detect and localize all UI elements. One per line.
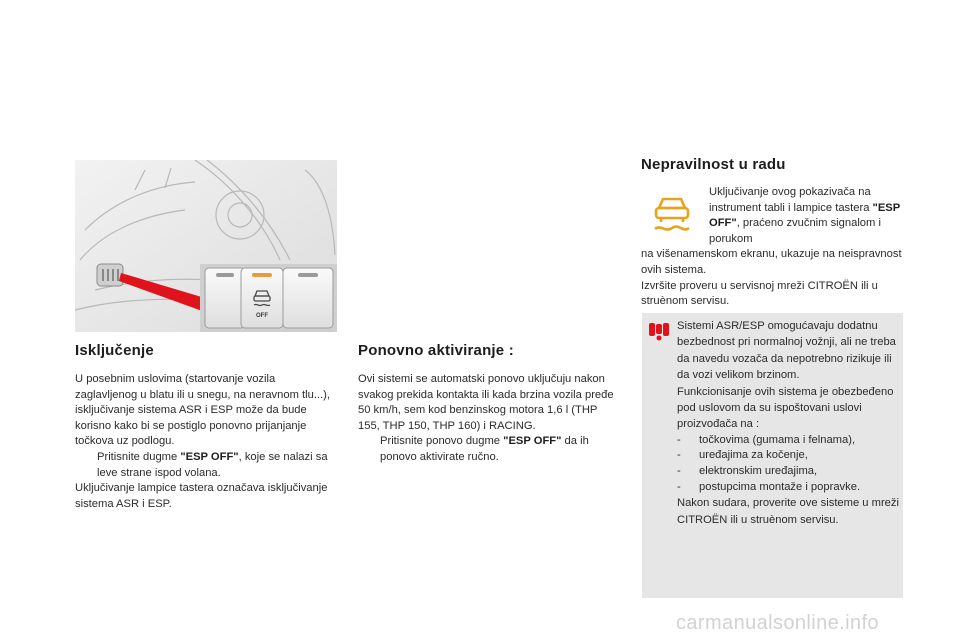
safety-note-after-collision: Nakon sudara, proverite ove sisteme u mreži CITROËN ili u struènom servisu. (677, 497, 899, 526)
reactivation-intro-text: Ovi sistemi se automatski ponovo uključuju nakon svakog prekida kontakta ili kada brzina vozila pređe 50 km/h, sem kod benzinskog motora 1,6 l (THP 155, THP 150, THP 160) i RACING. (358, 373, 614, 432)
malfunction-warning-text: Uključivanje ovog pokazivača na instrument tabli i lampice tastera "ESP OFF", praćeno zvučnim signalom i porukom (709, 186, 901, 245)
dashboard-drawing (75, 160, 337, 332)
section-title-reactivation: Ponovno aktiviranje : (358, 342, 514, 359)
section-title-malfunction: Nepravilnost u radu (641, 156, 786, 173)
disable-instruction: Pritisnite dugme "ESP OFF", koje se nalazi sa leve strane ispod volana. (75, 450, 340, 481)
malfunction-service-text: Izvršite proveru u servisnoj mreži CITROËN ili u struènom servisu. (641, 279, 878, 308)
section-malfunction (641, 156, 906, 310)
section-title-disable: Isključenje (75, 342, 154, 359)
malfunction-warning (641, 185, 906, 247)
safety-note-content (677, 318, 899, 528)
car-skid-warning-icon (643, 185, 701, 243)
list-item: - elektronskim uređajima, (677, 465, 818, 478)
esp-off-button-label: OFF (256, 313, 268, 319)
esp-off-button-name: "ESP OFF" (503, 435, 562, 448)
section-reactivation (358, 342, 618, 466)
section-disable (75, 342, 340, 512)
safety-note-conditions: Funkcionisanje ovih sistema je obezbeđeno pod uslovom da su ispoštovani uslovi proizvođača na : (677, 385, 894, 431)
list-item: - postupcima montaže i popravke. (677, 480, 861, 493)
reactivation-instruction: Pritisnite ponovo dugme "ESP OFF" da ih ponovo aktivirate ručno. (358, 434, 618, 465)
list-item: - uređajima za kočenje, (677, 449, 808, 462)
disable-intro-text: U posebnim uslovima (startovanje vozila zaglavljenog u blatu ili u snegu, na neravnom tlu...), isključivanje sistema ASR i ESP može da bude korisno kako bi se postiglo ponovno prijanjanje točkova uz podlogu. (75, 373, 330, 448)
list-item: - točkovima (gumama i felnama), (677, 433, 856, 446)
dashboard-illustration (75, 160, 337, 332)
pointer-bullet-icon (358, 434, 380, 465)
watermark: carmanualsonline.info (676, 612, 879, 634)
exclamation-icon (648, 320, 670, 342)
safety-note-intro: Sistemi ASR/ESP omogućavaju dodatnu bezbednost pri normalnoj vožnji, ali ne treba da navedu vozača da nepotrebno rizikuje ili da vozi velikom brzinom. (677, 320, 896, 382)
esp-off-button-name: "ESP OFF" (180, 450, 239, 463)
pointer-bullet-icon (75, 450, 97, 481)
malfunction-continued-text: na višenamenskom ekranu, ukazuje na neispravnost ovih sistema. (641, 248, 902, 276)
esp-off-button-name: "ESP OFF" (709, 201, 901, 230)
safety-note-box (642, 313, 903, 598)
disable-indicator-text: Uključivanje lampice tastera označava isključivanje sistema ASR i ESP. (75, 482, 328, 510)
